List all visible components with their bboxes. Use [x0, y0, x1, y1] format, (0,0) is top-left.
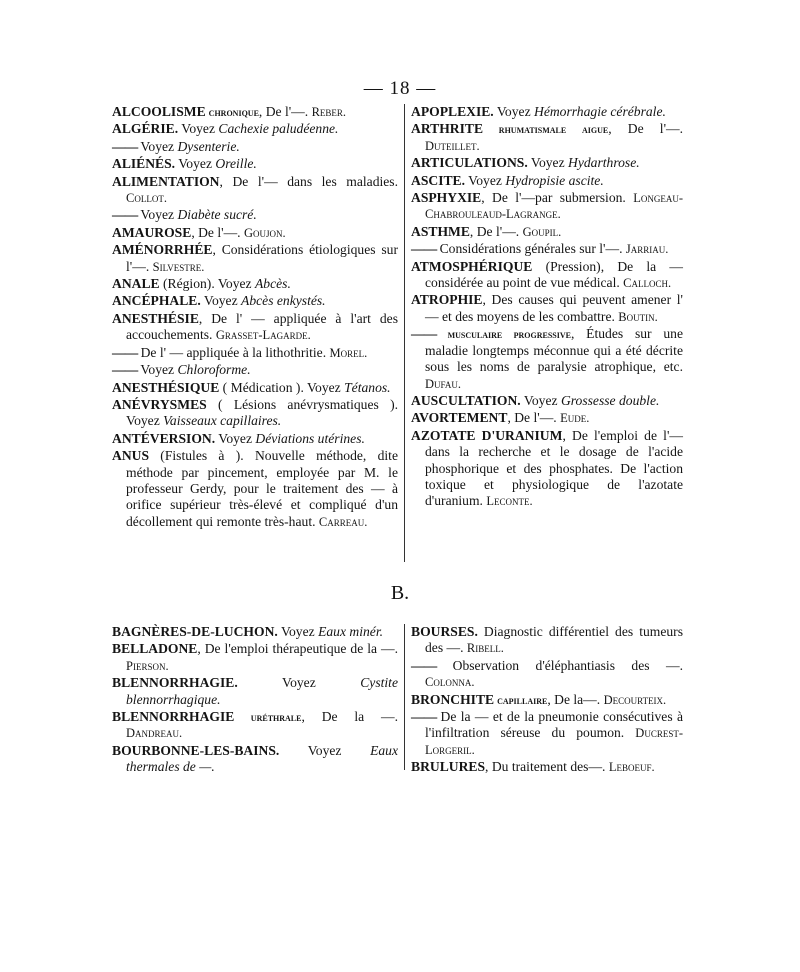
entry-text: (Fistules à ). Nouvelle méthode, dite méthode par pincement, employée par M. le professeur Gerdy, pour le traitement des — à orifice supérieur très-élevé et compliqué d'un décollement qui remonte très-haut. — [126, 448, 398, 529]
entry-text: , Du traitement des—. — [485, 759, 609, 775]
entry-author: Pierson. — [126, 658, 169, 673]
entry-heading: BOURBONNE-LES-BAINS. — [112, 742, 280, 758]
entry-text: Voyez — [215, 430, 256, 446]
index-entry — [112, 207, 398, 223]
column-divider — [404, 104, 405, 562]
entry-author: Carreau. — [318, 514, 368, 529]
entry-text: Voyez — [279, 742, 371, 758]
index-entry — [112, 362, 398, 378]
entry-heading: ATMOSPHÉRIQUE — [411, 258, 533, 274]
entry-author: Decourteix. — [603, 692, 667, 707]
entry-heading: ARTICULATIONS. — [411, 155, 528, 171]
entry-text: , Études sur une maladie longtemps méconnue qui a été décrite sous les noms de paralysie atrophique, etc. — [425, 326, 683, 375]
entry-reference: Tétanos. — [344, 379, 391, 395]
entry-heading: ANALE — [112, 276, 160, 292]
index-entry — [112, 380, 398, 396]
entry-text: Diagnostic différentiel des tumeurs des —. — [425, 624, 683, 656]
entry-text: Considérations générales sur l'—. — [436, 241, 626, 257]
entry-text: Voyez — [237, 675, 361, 691]
index-entry — [411, 292, 683, 325]
entry-heading: BRULURES — [411, 759, 486, 775]
index-entry — [112, 641, 398, 674]
entry-heading: —— — [112, 138, 138, 154]
entry-heading: AMÉNORRHÉE — [112, 242, 213, 258]
entry-text: De l' — appliquée à la lithothritie. — [137, 344, 330, 360]
entry-text: De la — et de la pneumonie consécutives à l'infiltration séreuse du poumon. — [425, 709, 683, 741]
entry-heading: —— — [112, 362, 138, 378]
column-left-b — [112, 624, 398, 777]
entry-text: , De l'— dans les maladies. — [219, 173, 398, 189]
index-entry — [112, 448, 398, 530]
entry-reference: Grossesse double. — [560, 392, 660, 408]
entry-text: (Pression), De la — considérée au point de vue médical. — [425, 258, 683, 291]
entry-text: , Des causes qui peuvent amener l' — et des moyens de les combattre. — [425, 292, 683, 324]
index-entry — [112, 743, 398, 776]
index-entry — [112, 242, 398, 275]
entry-reference: Diabète sucré. — [177, 207, 257, 223]
entry-text: Voyez — [520, 392, 561, 408]
entry-author: Ducrest-Lorgeril. — [425, 726, 683, 757]
index-entry — [112, 293, 398, 309]
entry-heading: ARTHRITE — [411, 121, 484, 137]
entry-author: Jarriau. — [625, 242, 669, 257]
page-number: — 18 — — [363, 78, 437, 99]
entry-text: Voyez — [527, 155, 569, 171]
index-entry — [112, 104, 398, 120]
index-entry — [411, 104, 683, 120]
entry-heading: ASTHME — [411, 223, 470, 239]
entry-author: Goupil. — [522, 224, 562, 239]
entry-reference: Abcès. — [255, 276, 291, 292]
index-entry — [112, 397, 398, 430]
index-entry — [411, 658, 683, 691]
column-right-a — [411, 104, 683, 511]
column-right-b — [411, 624, 683, 777]
entry-reference: Abcès enkystés. — [241, 293, 326, 309]
entry-author: Longeau-Chabrouleaud-Lagrange. — [425, 191, 683, 222]
index-entry — [112, 624, 398, 640]
entry-heading: —— — [411, 709, 437, 725]
entry-text: , De l'—. — [191, 224, 244, 240]
entry-heading: ANÉVRYSMES — [112, 396, 207, 412]
entry-heading: ANUS — [112, 448, 150, 464]
index-entry — [411, 326, 683, 392]
entry-text: , De l' — appliquée à l'art des accouchements. — [126, 310, 398, 343]
index-entry — [112, 345, 398, 361]
entry-heading: ALCOOLISME — [112, 104, 206, 119]
index-entry — [112, 311, 398, 344]
index-entry — [112, 225, 398, 241]
entry-text: , De l'emploi de l'— dans la recherche et le dosage de l'acide phosphorique et des phosphates. De l'action toxique et physiologique de l'azotate d'uranium. — [425, 427, 683, 509]
entry-author: Dufau. — [425, 376, 461, 391]
entry-reference: Eaux minér. — [318, 624, 384, 639]
index-entry — [411, 241, 683, 257]
entry-text: , De l'—par submersion. — [481, 190, 634, 206]
entry-qualifier: chronique — [205, 105, 259, 119]
entry-text: , De l'—. — [469, 223, 523, 239]
entry-heading: ANTÉVERSION. — [112, 430, 216, 446]
entry-heading: ASCITE. — [411, 172, 466, 188]
entry-heading: —— — [112, 207, 138, 223]
index-entry — [411, 692, 683, 708]
entry-text: Voyez — [137, 362, 178, 378]
entry-text: , De l'—. — [258, 104, 312, 119]
entry-heading: BELLADONE — [112, 641, 198, 657]
entry-heading: —— — [112, 344, 138, 360]
entry-heading: ANESTHÉSIQUE — [112, 379, 220, 395]
entry-reference: Hydarthrose. — [568, 155, 640, 171]
entry-heading: BOURSES. — [411, 624, 478, 639]
entry-heading: AUSCULTATION. — [411, 392, 521, 408]
column-divider — [404, 624, 405, 770]
index-entry — [112, 709, 398, 742]
entry-heading: AVORTEMENT — [411, 410, 508, 426]
entry-reference: Oreille. — [215, 156, 257, 172]
entry-author: Grasset-Lagarde. — [215, 328, 311, 343]
entry-reference: Déviations utérines. — [255, 430, 365, 446]
entry-qualifier: rhumatismale aigue — [483, 122, 609, 137]
index-entry — [411, 709, 683, 758]
entry-reference: Dysenterie. — [177, 138, 240, 154]
entry-author: Colonna. — [425, 675, 475, 690]
entry-qualifier: musculaire progressive — [436, 327, 571, 342]
entry-heading: ALIÉNÉS. — [112, 156, 176, 172]
entry-heading: AZOTATE D'URANIUM — [411, 427, 563, 443]
entry-author: Morel. — [329, 345, 368, 360]
index-entry — [411, 190, 683, 223]
entry-text: Voyez — [465, 172, 506, 188]
index-entry — [112, 121, 398, 137]
entry-text: , De la—. — [547, 691, 604, 707]
entry-reference: Hydropisie ascite. — [505, 172, 604, 188]
entry-text: Voyez — [137, 207, 178, 223]
entry-author: Collot. — [126, 191, 167, 206]
index-entry — [411, 155, 683, 171]
column-left-a — [112, 104, 398, 531]
entry-author: Eude. — [560, 411, 590, 426]
entry-text: , De l'emploi thérapeutique de la —. — [197, 641, 398, 657]
entry-author: Goujon. — [243, 225, 286, 240]
entry-qualifier: uréthrale — [234, 710, 302, 725]
index-entry — [411, 224, 683, 240]
entry-author: Duteillet. — [425, 138, 480, 153]
index-entry — [112, 156, 398, 172]
index-entry — [411, 259, 683, 292]
entry-text: Voyez — [178, 121, 219, 137]
entry-text: Observation d'éléphantiasis des —. — [436, 657, 683, 673]
index-entry — [112, 276, 398, 292]
entry-heading: AMAUROSE — [112, 224, 192, 240]
entry-text: Voyez — [137, 138, 178, 154]
entry-reference: Chloroforme. — [177, 362, 251, 378]
entry-reference: Cystite blennorrhagique. — [126, 675, 398, 707]
entry-author: Silvestre. — [152, 259, 205, 274]
index-entry — [411, 428, 683, 510]
entry-heading: BAGNÈRES-DE-LUCHON. — [112, 624, 278, 639]
entry-text: ( Lésions anévrysmatiques ). Voyez — [126, 396, 398, 429]
entry-text: Voyez — [277, 624, 319, 639]
entry-text: ( Médication ). Voyez — [219, 379, 345, 395]
entry-reference: Eaux thermales de —. — [126, 742, 398, 775]
index-entry — [112, 174, 398, 207]
entry-author: Dandreau. — [126, 726, 183, 741]
entry-heading: ALIMENTATION — [112, 173, 220, 189]
entry-author: Boutin. — [618, 309, 658, 324]
index-entry — [112, 675, 398, 708]
entry-heading: ATROPHIE — [411, 292, 483, 308]
entry-heading: —— — [411, 241, 437, 257]
entry-text: Voyez — [493, 104, 534, 119]
entry-heading: ASPHYXIE — [411, 190, 482, 206]
entry-reference: Cachexie paludéenne. — [218, 121, 339, 137]
entry-author: Leconte. — [486, 494, 533, 509]
index-entry — [411, 393, 683, 409]
entry-qualifier: capillaire — [494, 692, 548, 707]
entry-text: , De la —. — [301, 709, 398, 725]
index-entry — [411, 121, 683, 154]
section-heading-b: B. — [390, 582, 410, 604]
entry-heading: —— — [411, 326, 437, 342]
entry-heading: BLENNORRHAGIE — [112, 709, 235, 725]
index-entry — [411, 173, 683, 189]
entry-author: Reber. — [311, 105, 347, 119]
index-entry — [112, 139, 398, 155]
entry-text: Voyez — [175, 156, 216, 172]
entry-reference: Vaisseaux capillaires. — [163, 413, 282, 429]
entry-text: , De l'—. — [507, 410, 561, 426]
entry-reference: Hémorrhagie cérébrale. — [534, 104, 666, 119]
index-entry — [411, 410, 683, 426]
entry-text: , Considérations étiologiques sur l'—. — [126, 242, 398, 274]
entry-heading: ANESTHÉSIE — [112, 310, 199, 326]
entry-author: Calloch. — [623, 276, 672, 291]
entry-heading: APOPLEXIE. — [411, 104, 494, 119]
entry-author: Leboeuf. — [608, 760, 655, 775]
entry-text: , De l'—. — [608, 121, 684, 137]
entry-text: (Région). Voyez — [159, 276, 255, 292]
entry-heading: ANCÉPHALE. — [112, 293, 201, 309]
index-entry — [411, 624, 683, 657]
entry-heading: ALGÉRIE. — [112, 121, 179, 137]
index-entry — [112, 431, 398, 447]
entry-author: Ribell. — [466, 641, 504, 656]
entry-text: Voyez — [200, 293, 242, 309]
entry-heading: BLENNORRHAGIE. — [112, 675, 238, 691]
index-entry — [411, 759, 683, 775]
entry-heading: BRONCHITE — [411, 691, 495, 707]
entry-heading: —— — [411, 657, 437, 673]
